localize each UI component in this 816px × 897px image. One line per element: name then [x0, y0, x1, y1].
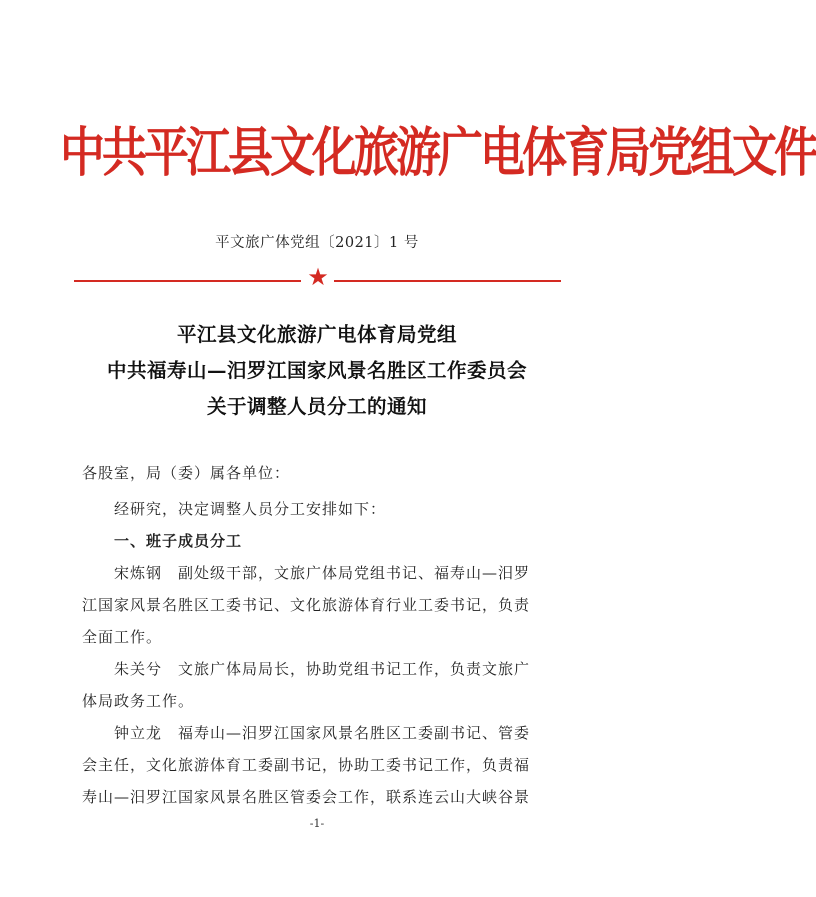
body-line: 寿山—汨罗江国家风景名胜区管委会工作，联系连云山大峡谷景 [82, 788, 531, 806]
salutation: 各股室，局（委）属各单位： [82, 464, 291, 482]
body-line: 会主任，文化旅游体育工委副书记，协助工委书记工作，负责福 [82, 756, 531, 774]
document-number: 平文旅广体党组〔2021〕1 号 [215, 235, 419, 251]
body-line: 江国家风景名胜区工委书记、文化旅游体育行业工委书记，负责 [82, 596, 531, 614]
document-header-title: 中共平江县文化旅游广电体育局党组文件 [60, 121, 816, 184]
red-divider-right [334, 280, 561, 282]
notice-title-line-3: 关于调整人员分工的通知 [206, 395, 427, 418]
intro-paragraph: 经研究，决定调整人员分工安排如下： [114, 500, 387, 518]
body-line: 全面工作。 [82, 628, 163, 646]
red-divider-left [74, 280, 301, 282]
notice-title-line-1: 平江县文化旅游广电体育局党组 [176, 323, 457, 346]
page-number: -1- [309, 817, 325, 830]
star-icon: ★ [307, 263, 329, 291]
body-line: 钟立龙 福寿山—汨罗江国家风景名胜区工委副书记、管委 [114, 724, 531, 742]
section-heading: 一、班子成员分工 [114, 532, 243, 550]
body-line: 宋炼钢 副处级干部，文旅广体局党组书记、福寿山—汨罗 [114, 564, 531, 582]
body-line: 朱关兮 文旅广体局局长，协助党组书记工作，负责文旅广 [114, 660, 531, 678]
notice-title-line-2: 中共福寿山—汨罗江国家风景名胜区工作委员会 [106, 359, 527, 382]
body-line: 体局政务工作。 [82, 692, 195, 710]
